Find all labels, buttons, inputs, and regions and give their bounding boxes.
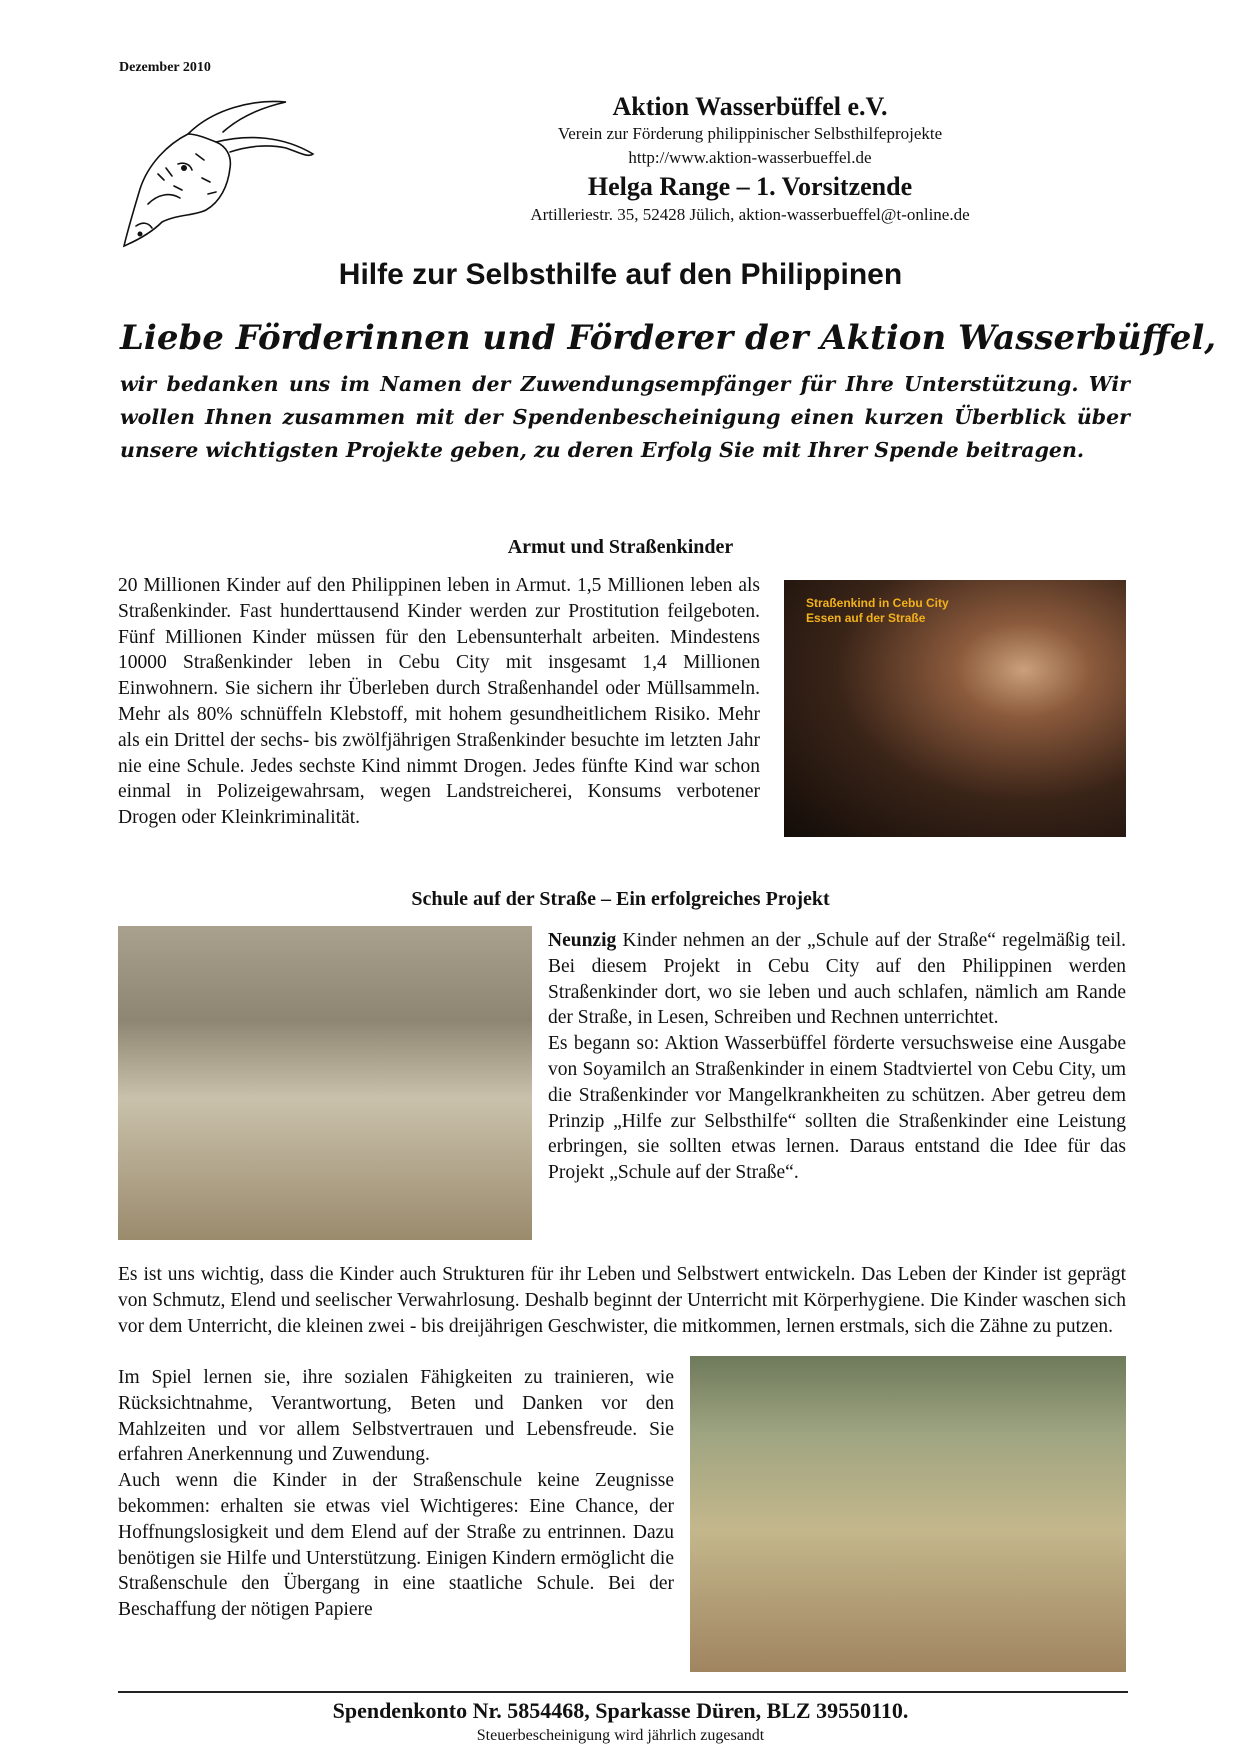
org-name: Aktion Wasserbüffel e.V. — [612, 92, 888, 121]
children-writing-photo — [118, 926, 532, 1240]
water-buffalo-head-icon — [118, 94, 326, 254]
photo-caption-line: Straßenkind in Cebu City — [806, 596, 949, 610]
section-text-structure: Es ist uns wichtig, dass die Kinder auch Strukturen für ihr Leben und Selbstwert entwickeln. Das Leben der Kinder ist geprägt von Schmutz, Elend und seelischer Verwahrlosung. Deshalb beginnt der Unterricht mit Körperhygiene. Die Kinder waschen sich vor dem Unterricht, die kleinen zwei - bis dreijährigen Geschwister, die mitkommen, lernen erstmals, sich die Zähne zu putzen. — [118, 1264, 1126, 1337]
play-paragraph: Im Spiel lernen sie, ihre sozialen Fähigkeiten zu trainieren, wie Rücksichtnahme, Verantwortung, Beten und Danken vor den Mahlzeiten und vor allem Selbstvertrauen und Lebensfreude. Sie erfahren Anerkennung und Zuwendung. — [118, 1367, 674, 1466]
section-title-school: Schule auf der Straße – Ein erfolgreiches Projekt — [411, 888, 830, 910]
school-paragraph: Es begann so: Aktion Wasserbüffel förderte versuchsweise eine Ausgabe von Soyamilch an Straßenkinder in einem Stadtviertel von Cebu City, um die Straßenkinder vor Mangelkrankheiten zu schützen. Aber getreu dem Prinzip „Hilfe zur Selbsthilfe“ sollten die Straßenkinder eine Leistung erbringen, sie sollten etwas lernen. Daraus entstand die Idee für das Projekt „Schule auf der Straße“. — [548, 1033, 1126, 1184]
letter-date: Dezember 2010 — [119, 60, 211, 75]
page-title: Hilfe zur Selbsthilfe auf den Philippinen — [338, 258, 903, 291]
chance-paragraph: Auch wenn die Kinder in der Straßenschule keine Zeugnisse bekommen: erhalten sie etwas viel Wichtigeres: Eine Chance, der Hoffnungslosigkeit und dem Elend auf der Straße zu entrinnen. Dazu benötigen sie Hilfe und Unterstützung. Einigen Kindern ermöglicht die Straßenschule den Übergang in eine staatliche Schule. Bei der Beschaffung der nötigen Papiere — [118, 1470, 674, 1621]
section-text-school — [548, 928, 1126, 1186]
school-paragraph — [548, 928, 1126, 1031]
chair-name: Helga Range – 1. Vorsitzende — [587, 172, 913, 201]
org-address: Artilleriestr. 35, 52428 Jülich, aktion-wasserbueffel@t-online.de — [530, 205, 970, 224]
greeting: Liebe Förderinnen und Förderer der Aktion Wasserbüffel, — [120, 318, 1217, 358]
group-of-children-photo — [690, 1356, 1126, 1672]
org-subtitle: Verein zur Förderung philippinischer Selbsthilfeprojekte — [557, 124, 943, 143]
section-title-poverty: Armut und Straßenkinder — [507, 536, 734, 558]
street-child-photo — [784, 580, 1126, 837]
tax-note: Steuerbescheinigung wird jährlich zugesandt — [476, 1727, 765, 1744]
school-text-a: Kinder nehmen an der „Schule auf der Straße“ regelmäßig teil. Bei diesem Projekt in Cebu City auf den Philippinen werden Straßenkinder dort, wo sie leben und auch schlafen, nämlich am Rande der Straße, in Lesen, Schreiben und Rechnen unterrichtet. — [548, 930, 1126, 1029]
photo-caption — [806, 596, 949, 626]
footer-divider — [118, 1691, 1128, 1693]
section-text-play — [118, 1365, 674, 1623]
section-text-poverty: 20 Millionen Kinder auf den Philippinen leben in Armut. 1,5 Millionen leben als Straßenkinder. Fast hunderttausend Kinder werden zur Prostitution feilgeboten. Fünf Millionen Kinder müssen für den Lebensunterhalt arbeiten. Mindestens 10000 Straßenkinder leben in Cebu City mit insgesamt 1,4 Millionen Einwohnern. Sie sichern ihr Überleben durch Straßenhandel oder Müllsammeln. Mehr als 80% schnüffeln Klebstoff, mit hohem gesundheitlichem Risiko. Mehr als ein Drittel der sechs- bis zwölfjährigen Straßenkinder besuchte im letzten Jahr nie eine Schule. Jedes sechste Kind nimmt Drogen. Jedes fünfte Kind war schon einmal in Polizeigewahrsam, wegen Landstreicherei, Konsums verbotener Drogen oder Kleinkriminalität. — [118, 575, 760, 829]
intro-paragraph: wir bedanken uns im Namen der Zuwendungsempfänger für Ihre Unterstützung. Wir wollen Ihnen zusammen mit der Spendenbescheinigung einen kurzen Überblick über unsere wichtigsten Projekte geben, zu deren Erfolg Sie mit Ihrer Spende beitragen. — [120, 372, 1130, 462]
donation-account: Spendenkonto Nr. 5854468, Sparkasse Düren, BLZ 39550110. — [332, 1698, 909, 1723]
org-website-link[interactable]: http://www.aktion-wasserbueffel.de — [628, 148, 872, 167]
photo-caption-line: Essen auf der Straße — [806, 611, 926, 625]
lead-word: Neunzig — [548, 930, 617, 951]
